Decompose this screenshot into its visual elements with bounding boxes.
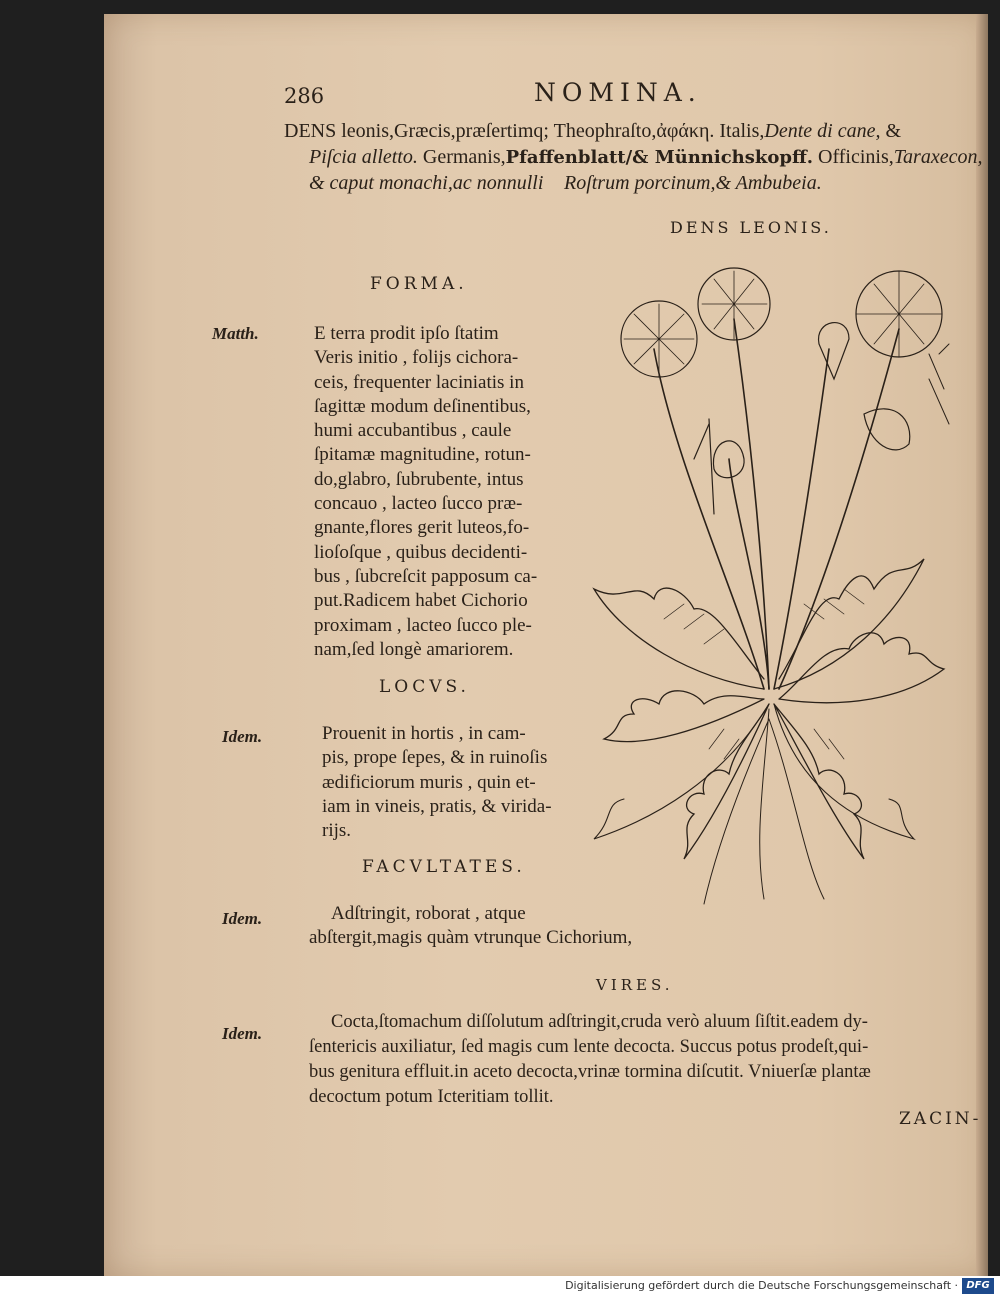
footer-credit: Digitalisierung gefördert durch die Deutsche Forschungsgemeinschaft · xyxy=(565,1279,958,1292)
text-line: ſpitamæ magnitudine, rotun- xyxy=(314,444,531,466)
running-head: NOMINA. xyxy=(534,78,702,107)
text-line: Cocta,ſtomachum diſſolutum adſtringit,cruda verò aluum ſiſtit.eadem dy- xyxy=(331,1012,868,1032)
text-line: ædificiorum muris , quin et- xyxy=(322,771,536,793)
vires-paragraph xyxy=(309,1010,871,1110)
names-italic: Dente di cane, xyxy=(764,120,881,142)
names-text: Officinis, xyxy=(813,146,894,168)
figure-caption: DENS LEONIS. xyxy=(670,218,832,237)
text-line: E terra prodit ipſo ſtatim xyxy=(314,323,499,344)
section-heading-locus: LOCVS. xyxy=(379,677,470,697)
text-line: ceis, frequenter laciniatis in xyxy=(314,371,524,393)
forma-paragraph xyxy=(314,322,537,662)
margin-note-idem: Idem. xyxy=(222,1024,263,1043)
footer-bar xyxy=(0,1276,1000,1297)
dfg-logo: DFG xyxy=(962,1278,994,1294)
text-line: lioſoſque , quibus decidenti- xyxy=(314,541,528,563)
names-text: DENS leonis,Græcis,præſertimq; Theophraſto,ἀφάκη. Italis, xyxy=(284,120,765,142)
margin-note-idem: Idem. xyxy=(222,727,263,746)
text-line: concauo , lacteo ſucco præ- xyxy=(314,493,523,515)
text-line: Veris initio , folijs cichora- xyxy=(314,347,519,369)
book-page xyxy=(104,14,988,1276)
page-number: 286 xyxy=(284,84,325,108)
text-line: gnante,flores gerit luteos,fo- xyxy=(314,517,530,539)
dandelion-woodcut-illustration xyxy=(564,259,954,909)
text-line: bus , ſubcreſcit papposum ca- xyxy=(314,565,538,587)
names-blackletter: Pfaffenblatt/& Münnichskopff. xyxy=(505,147,814,168)
text-line: nam,ſed longè amariorem. xyxy=(314,638,514,660)
facultates-paragraph xyxy=(309,902,632,951)
locus-paragraph xyxy=(322,722,552,843)
text-line: put.Radicem habet Cichorio xyxy=(314,590,528,612)
section-heading-forma: FORMA. xyxy=(370,274,468,294)
text-line: bus genitura effluit.in aceto decocta,vrinæ tormina diſcutit. Vniuerſæ plantæ xyxy=(309,1062,871,1082)
text-line: Prouenit in hortis , in cam- xyxy=(322,723,526,744)
section-heading-facultates: FACVLTATES. xyxy=(362,857,526,877)
text-line: humi accubantibus , caule xyxy=(314,420,512,442)
text-line: iam in vineis, pratis, & virida- xyxy=(322,795,552,817)
text-line: proximam , lacteo ſucco ple- xyxy=(314,614,532,636)
section-heading-vires: VIRES. xyxy=(596,976,674,994)
text-line: Adſtringit, roborat , atque xyxy=(331,903,526,924)
names-italic: Piſcia alletto. xyxy=(309,146,418,168)
text-line: decoctum potum Icteritiam tollit. xyxy=(309,1087,554,1107)
text-line: ſagittæ modum deſinentibus, xyxy=(314,395,531,417)
names-amp: & xyxy=(880,120,902,142)
names-italic: Taraxecon, xyxy=(893,146,983,168)
text-line: do,glabro, ſubrubente, intus xyxy=(314,468,524,490)
text-line: abſtergit,magis quàm vtrunque Cichorium, xyxy=(309,927,633,949)
page-edge xyxy=(976,14,988,1276)
text-line: rijs. xyxy=(322,820,352,842)
text-line: pis, prope ſepes, & in ruinoſis xyxy=(322,747,548,769)
names-line-1 xyxy=(284,118,901,144)
margin-note-idem: Idem. xyxy=(222,909,263,928)
text-line: ſentericis auxiliatur, ſed magis cum lente decocta. Succus potus prodeſt,qui- xyxy=(309,1037,869,1057)
names-line-3: & caput monachi,ac nonnulliᷓ Roſtrum porcinum,& Ambubeia. xyxy=(309,172,822,194)
margin-note-matth: Matth. xyxy=(212,324,259,343)
names-line-2 xyxy=(309,144,982,171)
names-text: Germanis, xyxy=(417,146,506,168)
catchword: ZACIN- xyxy=(899,1109,982,1129)
